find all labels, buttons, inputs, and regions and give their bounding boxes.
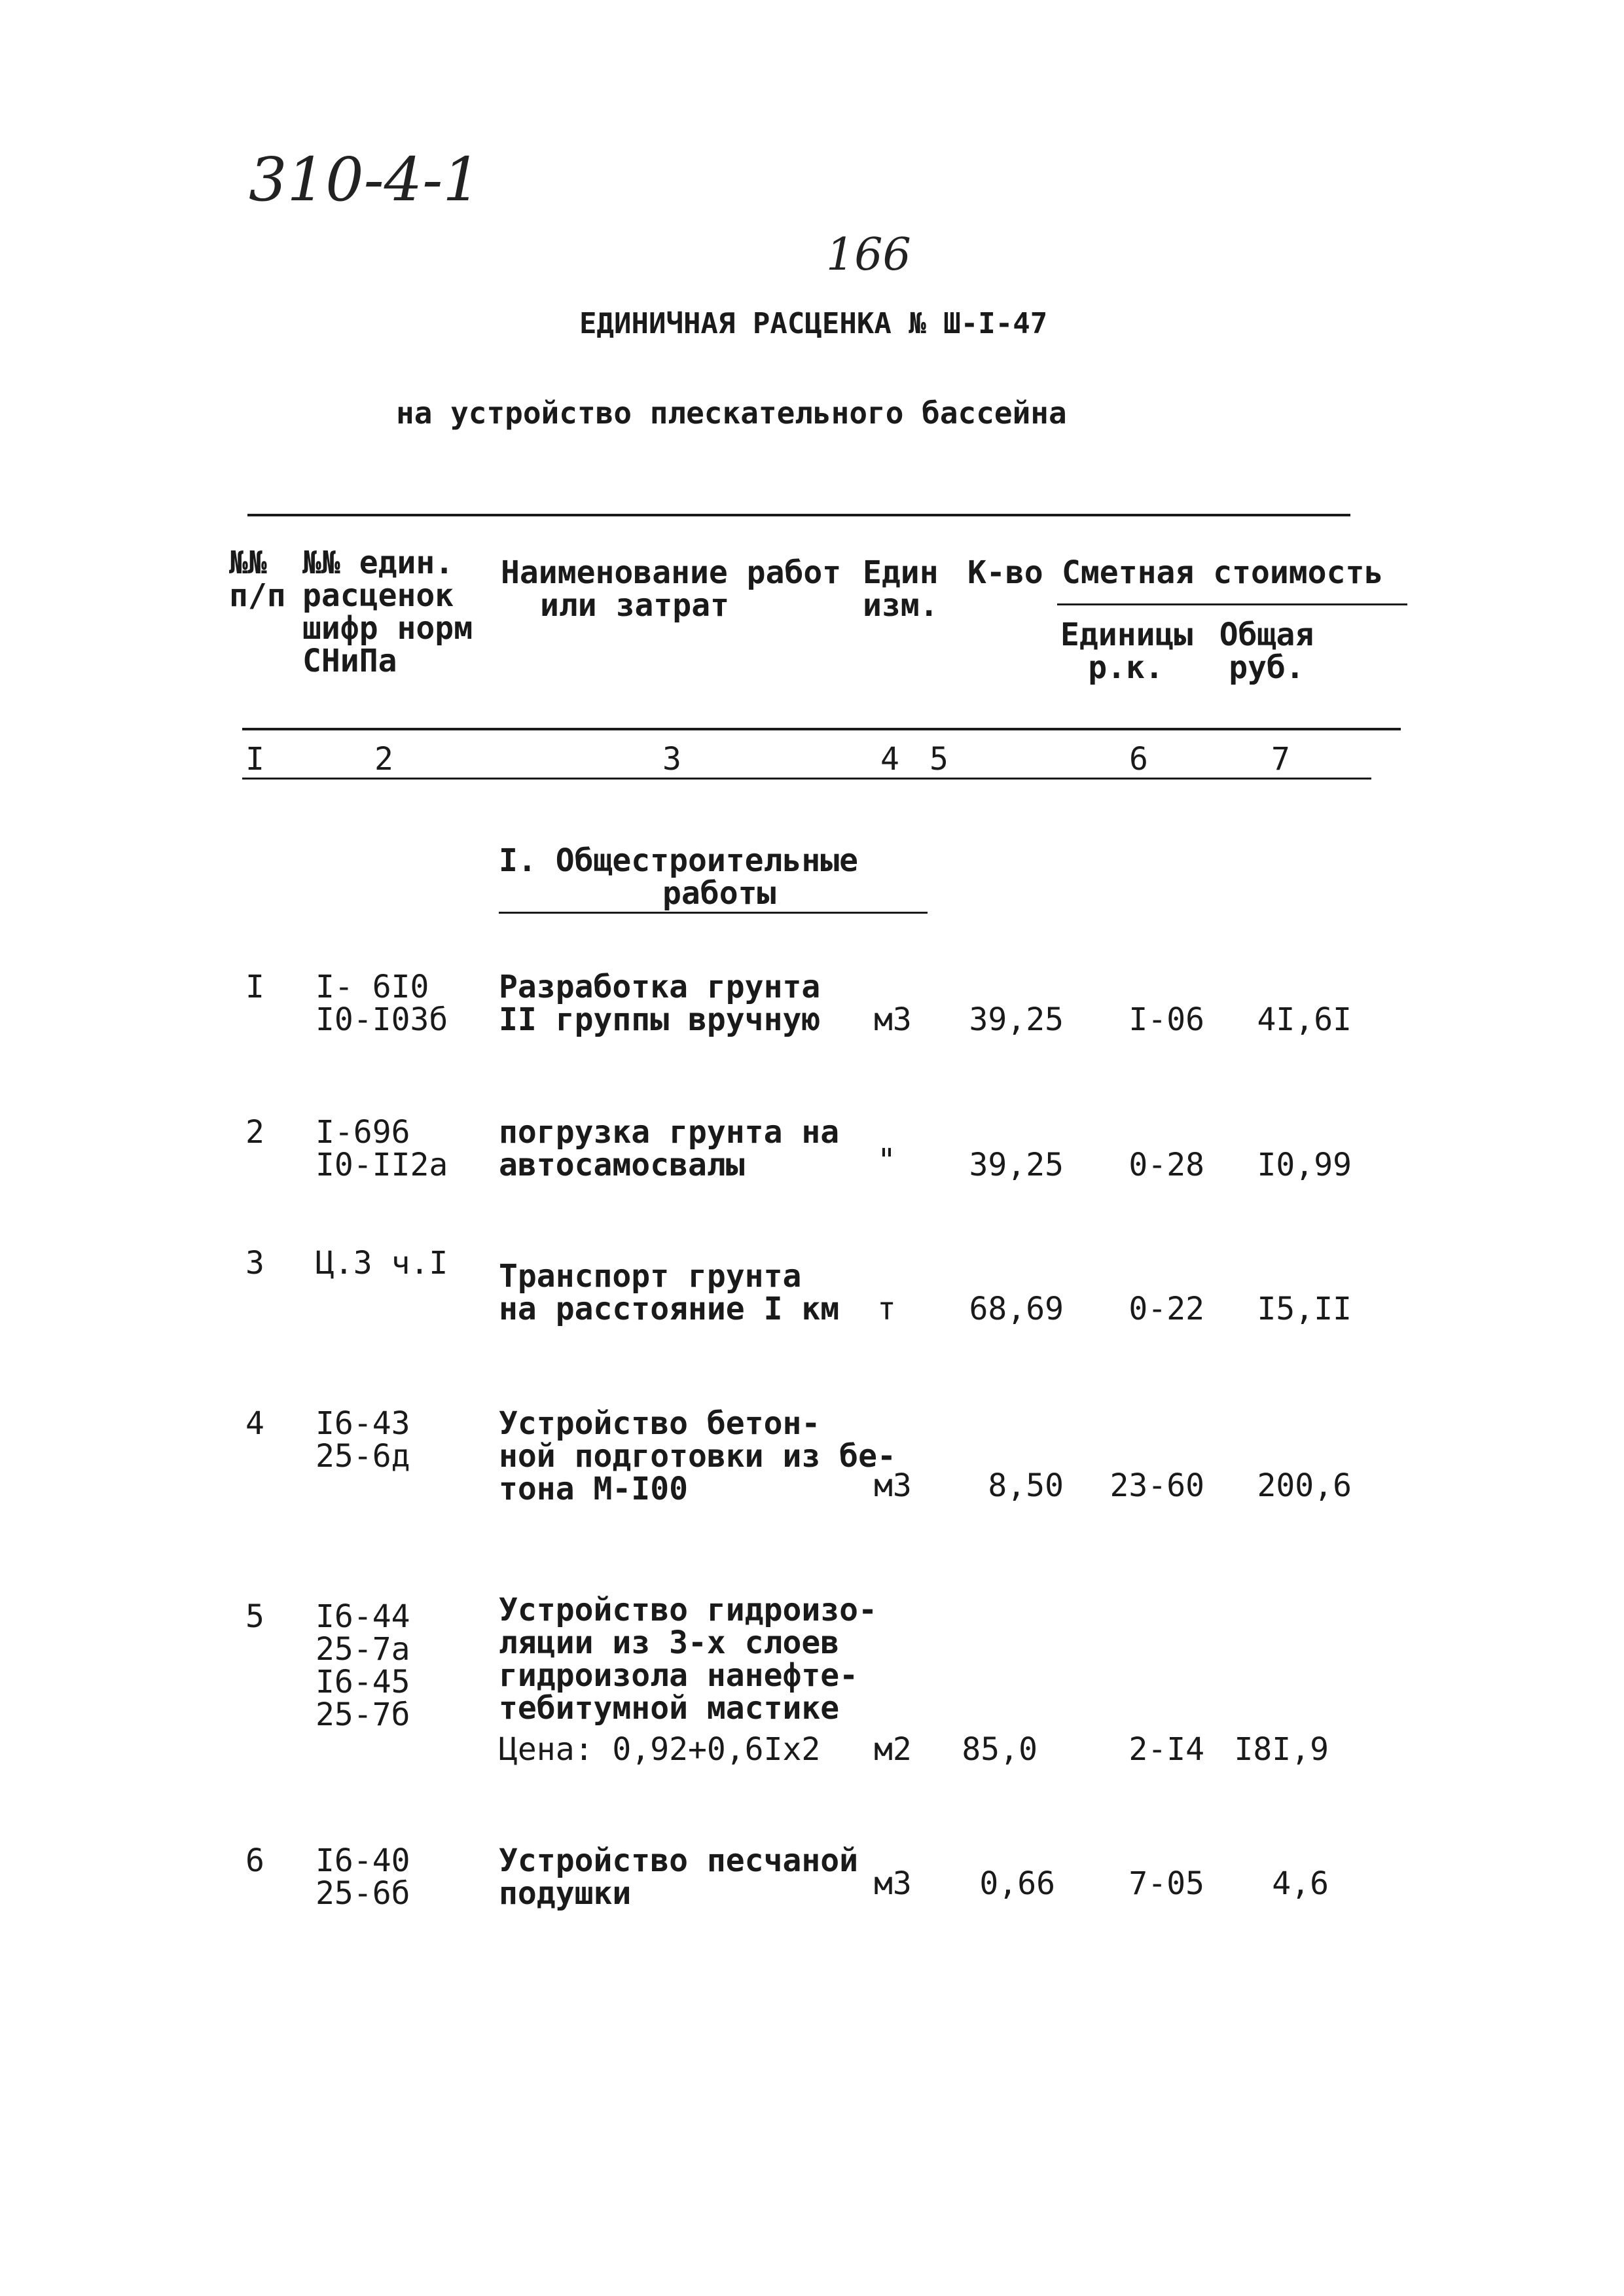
row-name-line: Устройство песчаной xyxy=(499,1842,859,1879)
row-code-line: 25-6д xyxy=(316,1438,410,1475)
row-price-formula: Цена: 0,92+0,6Iх2 xyxy=(499,1731,821,1768)
col-number-5: 5 xyxy=(929,741,948,778)
section-heading-line2: работы xyxy=(662,875,776,912)
col-number-7: 7 xyxy=(1271,741,1290,778)
row-code xyxy=(316,1600,410,1731)
section-underline xyxy=(499,912,928,914)
col-number-6: 6 xyxy=(1129,741,1148,778)
row-code-line: I6-40 xyxy=(316,1842,410,1879)
row-name-line: Устройство бетон- xyxy=(499,1405,821,1442)
row-code-line: 25-6б xyxy=(316,1875,410,1912)
row-name-line: погрузка грунта на xyxy=(499,1114,840,1151)
row-qty: 39,25 xyxy=(969,1001,1064,1038)
row-qty: 0,66 xyxy=(979,1865,1055,1902)
col-header-code-line3: шифр норм xyxy=(302,610,473,647)
row-unit-price: 0-28 xyxy=(1128,1147,1204,1183)
col-header-estimate-cost: Сметная стоимость xyxy=(1062,554,1384,591)
row-total: I8I,9 xyxy=(1234,1731,1329,1768)
header-bottom-rule xyxy=(242,728,1401,730)
row-code-line: I0-II2а xyxy=(316,1147,448,1183)
row-name xyxy=(499,1407,896,1505)
header-top-rule xyxy=(247,514,1350,516)
row-name-line: Транспорт грунта xyxy=(499,1258,802,1295)
section-heading xyxy=(499,844,858,910)
col-number-2: 2 xyxy=(374,741,393,778)
row-unit-price: 2-I4 xyxy=(1128,1731,1204,1768)
col-header-qty: К-во xyxy=(967,554,1043,591)
row-unit-price: 7-05 xyxy=(1128,1865,1204,1902)
row-name-line: Устройство гидроизо- xyxy=(499,1592,877,1628)
row-code xyxy=(316,971,448,1036)
colnum-underline xyxy=(242,778,1371,780)
page-title: ЕДИНИЧНАЯ РАСЦЕНКА № Ш-I-47 xyxy=(579,307,1048,340)
col-header-total-line2: руб. xyxy=(1229,649,1305,686)
row-name xyxy=(499,1594,877,1725)
row-name-line: ной подготовки из бе- xyxy=(499,1438,896,1475)
row-total: I0,99 xyxy=(1257,1147,1352,1183)
row-code-line: I6-44 xyxy=(316,1598,410,1635)
row-name-line: тона М-I00 xyxy=(499,1471,688,1507)
row-code-line: I6-45 xyxy=(316,1664,410,1700)
row-name-line: подушки xyxy=(499,1875,632,1912)
col-header-unit-price-line2: р.к. xyxy=(1088,649,1164,686)
col-header-number xyxy=(229,547,286,612)
row-unit: м2 xyxy=(874,1731,912,1768)
row-code xyxy=(316,1116,448,1181)
row-number: 3 xyxy=(245,1245,264,1282)
row-number: 5 xyxy=(245,1598,264,1635)
row-qty: 68,69 xyxy=(969,1291,1064,1327)
col-header-code-line1: №№ един. xyxy=(302,545,454,581)
row-unit-price: I-06 xyxy=(1128,1001,1204,1038)
col-header-name-line1: Наименование работ xyxy=(501,554,842,591)
col-header-name-line2: или затрат xyxy=(540,587,729,624)
row-qty: 39,25 xyxy=(969,1147,1064,1183)
row-number: I xyxy=(245,969,264,1005)
col-header-code-line4: СНиПа xyxy=(302,643,397,679)
row-name xyxy=(499,971,820,1036)
col-header-code xyxy=(302,547,473,677)
row-unit: м3 xyxy=(874,1865,912,1902)
col-header-number-line1: №№ xyxy=(229,545,267,581)
page-subtitle: на устройство плескательного бассейна xyxy=(396,395,1067,431)
row-unit-price: 23-60 xyxy=(1110,1467,1204,1504)
row-code-line: I6-43 xyxy=(316,1405,410,1442)
row-total: I5,II xyxy=(1257,1291,1352,1327)
col-header-name xyxy=(501,556,841,622)
row-name-line: автосамосвалы xyxy=(499,1147,745,1183)
section-heading-line1: I. Общестроительные xyxy=(499,842,859,879)
row-name-line: тебитумной мастике xyxy=(499,1690,840,1727)
document-code: 310-4-1 xyxy=(249,145,481,215)
col-number-3: 3 xyxy=(662,741,681,778)
row-total: 4I,6I xyxy=(1257,1001,1352,1038)
col-header-number-line2: п/п xyxy=(229,577,286,614)
row-code-line: 25-7а xyxy=(316,1631,410,1668)
row-code-line: I-696 xyxy=(316,1114,410,1151)
page-number: 166 xyxy=(826,229,911,281)
col-number-4: 4 xyxy=(880,741,899,778)
row-unit: т xyxy=(877,1291,896,1327)
header-split-rule xyxy=(1057,603,1407,605)
col-header-unit xyxy=(863,556,939,622)
row-name-line: гидроизола нанефте- xyxy=(499,1657,859,1694)
col-header-code-line2: расценок xyxy=(302,577,454,614)
row-name xyxy=(499,1260,839,1325)
row-code xyxy=(316,1407,410,1473)
row-name-line: ляции из 3-х слоев xyxy=(499,1624,840,1661)
row-number: 2 xyxy=(245,1114,264,1151)
row-qty: 85,0 xyxy=(962,1731,1038,1768)
row-unit-price: 0-22 xyxy=(1128,1291,1204,1327)
row-total: 200,6 xyxy=(1257,1467,1352,1504)
row-unit: м3 xyxy=(874,1467,912,1504)
row-unit: " xyxy=(877,1142,896,1179)
row-code-line: 25-7б xyxy=(316,1696,410,1733)
row-number: 4 xyxy=(245,1405,264,1442)
row-total: 4,6 xyxy=(1272,1865,1329,1902)
row-name xyxy=(499,1844,858,1910)
col-header-unit-line1: Един xyxy=(863,554,939,591)
col-header-total xyxy=(1214,619,1319,684)
row-code xyxy=(316,1247,448,1280)
row-name-line: Разработка грунта xyxy=(499,969,821,1005)
row-code-line: I- 6I0 xyxy=(316,969,429,1005)
col-header-total-line1: Общая xyxy=(1219,617,1314,653)
row-name-line: на расстояние I км xyxy=(499,1291,840,1327)
row-name xyxy=(499,1116,839,1181)
row-unit: м3 xyxy=(874,1001,912,1038)
col-number-1: I xyxy=(245,741,264,778)
row-code-line: Ц.3 ч.I xyxy=(316,1245,448,1282)
row-number: 6 xyxy=(245,1842,264,1879)
row-code-line: I0-I03б xyxy=(316,1001,448,1038)
col-header-unit-line2: изм. xyxy=(863,587,939,624)
col-header-unit-price xyxy=(1060,619,1191,684)
col-header-unit-price-line1: Единицы xyxy=(1060,617,1193,653)
row-code xyxy=(316,1844,410,1910)
row-name-line: II группы вручную xyxy=(499,1001,821,1038)
row-qty: 8,50 xyxy=(988,1467,1064,1504)
